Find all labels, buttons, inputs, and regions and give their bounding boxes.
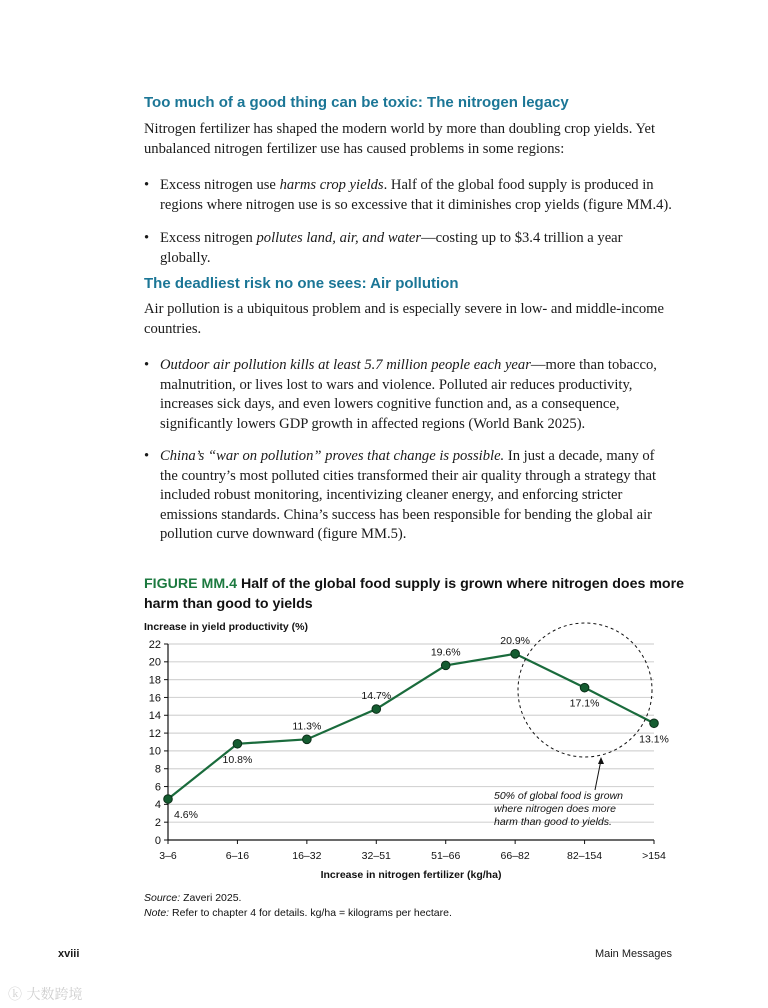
data-label: 17.1% <box>569 697 600 710</box>
data-point <box>164 795 173 804</box>
figure-notes <box>144 891 452 921</box>
y-tick-label: 16 <box>148 692 161 705</box>
annotation-text: harm than good to yields. <box>494 816 612 828</box>
y-tick-label: 22 <box>148 638 161 651</box>
y-tick-label: 0 <box>154 834 161 847</box>
data-label: 14.7% <box>361 690 392 703</box>
data-point <box>233 739 242 748</box>
y-tick-label: 10 <box>148 745 161 758</box>
data-label: 19.6% <box>430 646 461 659</box>
data-point <box>511 650 520 659</box>
x-tick-label: 66–82 <box>500 850 530 862</box>
y-tick-label: 6 <box>154 781 161 794</box>
data-point <box>372 705 381 714</box>
section-heading-nitrogen: Too much of a good thing can be toxic: The nitrogen legacy <box>144 94 569 111</box>
source-line: Source: Zaveri 2025. <box>144 892 242 904</box>
y-tick-label: 20 <box>148 656 161 669</box>
data-point <box>580 683 589 692</box>
air-pollution-bullet-2: • China’s “war on pollution” proves that change is possible. In just a decade, many of the country’s most polluted cities transformed their air quality through a strategy that included robust monitoring, incentivizing cleaner energy, and enforcing stricter emissions standards. China’s success has been responsible for bending the global air pollution curve downward (figure MM.5). <box>144 448 657 542</box>
y-axis-label: Increase in yield productivity (%) <box>144 621 308 633</box>
annotation-arrow <box>595 760 601 790</box>
running-footer: Main Messages <box>594 948 672 960</box>
y-tick-label: 2 <box>154 816 161 829</box>
series-line <box>168 654 654 799</box>
data-point <box>650 719 659 728</box>
x-tick-label: 3–6 <box>159 850 177 862</box>
y-tick-label: 12 <box>148 727 161 740</box>
figure-label: FIGURE MM.4 <box>144 576 238 592</box>
y-tick-label: 14 <box>148 710 161 723</box>
annotation-text: 50% of global food is grown <box>494 790 623 802</box>
y-tick-label: 4 <box>154 799 161 812</box>
note-line: Note: Refer to chapter 4 for details. kg/ha = kilograms per hectare. <box>144 907 452 919</box>
x-tick-label: 82–154 <box>567 850 603 862</box>
data-label: 4.6% <box>174 809 198 822</box>
x-ticks <box>159 840 666 862</box>
data-point <box>303 735 312 744</box>
bullet-dot: • <box>144 230 150 246</box>
x-axis-label: Increase in nitrogen fertilizer (kg/ha) <box>320 869 502 881</box>
x-tick-label: 51–66 <box>431 850 461 862</box>
annotation-text: where nitrogen does more <box>494 803 616 815</box>
nitrogen-intro: Nitrogen fertilizer has shaped the modern world by more than doubling crop yields. Yet unbalanced nitrogen fertilizer use has caused problems in some regions: <box>144 121 656 157</box>
data-label: 20.9% <box>500 634 531 647</box>
y-tick-label: 18 <box>148 674 161 687</box>
x-tick-label: 32–51 <box>361 850 391 862</box>
air-pollution-intro: Air pollution is a ubiquitous problem and is especially severe in low- and middle-income countries. <box>144 301 664 337</box>
nitrogen-bullet-2: • Excess nitrogen pollutes land, air, and water—costing up to $3.4 trillion a year globally. <box>144 230 623 266</box>
bullet-dot: • <box>144 357 150 373</box>
data-label: 11.3% <box>292 720 322 733</box>
watermark: ⓚ 大数跨境 <box>8 987 83 1003</box>
watermark-logo-icon: ⓚ <box>8 987 22 1003</box>
figure-title-text: Half of the global food supply is grown where nitrogen does more harm than good to yields <box>144 576 685 612</box>
data-label: 10.8% <box>222 753 253 766</box>
bullet-dot: • <box>144 177 150 193</box>
x-tick-label: 16–32 <box>292 850 322 862</box>
arrow-head-icon <box>598 757 604 764</box>
air-pollution-bullet-1: • Outdoor air pollution kills at least 5.7 million people each year—more than tobacco, malnutrition, or lives lost to wars and violence. Polluted air reduces productivity, increases sick days, and even lowers cognitive function and, as a consequence, significantly lowers GDP growth in affected regions (World Bank 2025). <box>144 357 657 432</box>
x-tick-label: 6–16 <box>225 850 250 862</box>
nitrogen-bullet-1: • Excess nitrogen use harms crop yields. Half of the global food supply is produced in regions where nitrogen use is so excessive that it diminishes crop yields (figure MM.4). <box>144 177 672 213</box>
data-label: 13.1% <box>639 733 669 746</box>
y-ticks <box>149 639 168 847</box>
data-point <box>441 661 450 670</box>
bullet-dot: • <box>144 448 150 464</box>
x-tick-label: >154 <box>642 850 666 862</box>
page-number: xviii <box>58 948 80 960</box>
y-tick-label: 8 <box>154 763 161 776</box>
section-heading-air-pollution: The deadliest risk no one sees: Air pollution <box>144 275 459 292</box>
